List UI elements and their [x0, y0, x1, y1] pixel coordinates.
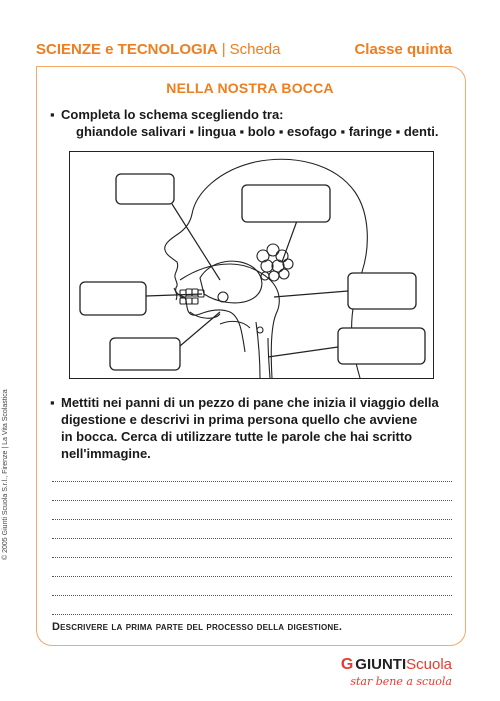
publisher-logo — [341, 656, 452, 688]
bullet-icon: ▪ — [50, 107, 55, 122]
writing-line[interactable] — [52, 501, 452, 520]
mouth-diagram — [69, 151, 434, 379]
exercise1-line1: Completa lo schema scegliendo tra: — [61, 107, 284, 122]
header-subject — [36, 41, 280, 58]
leader-line-1 — [172, 204, 220, 280]
logo-brand-suffix: Scuola — [406, 656, 452, 673]
objective-caption: Descrivere la prima parte del processo della digestione. — [52, 621, 343, 633]
exercise2-line-2: digestione e descrivi in prima persona quello che avviene — [61, 412, 418, 427]
header-separator: | — [221, 41, 226, 58]
exercise2-line-4: nell'immagine. — [61, 446, 151, 461]
logo-wordmark — [341, 656, 452, 674]
page-title: NELLA NOSTRA BOCCA — [166, 80, 334, 96]
bolus — [218, 292, 228, 302]
label-box-4[interactable] — [348, 273, 416, 309]
leader-line-4 — [274, 291, 348, 297]
writing-area[interactable] — [52, 463, 452, 615]
exercise1-instruction — [50, 107, 284, 122]
writing-line[interactable] — [52, 558, 452, 577]
exercise2-instruction — [50, 394, 460, 462]
label-box-3[interactable] — [80, 282, 146, 315]
neck-line — [220, 321, 250, 328]
leader-line-6 — [268, 347, 338, 357]
bullet-icon: ▪ — [50, 395, 55, 410]
esophagus-tube — [268, 338, 270, 378]
tongue — [200, 261, 262, 303]
writing-line[interactable] — [52, 520, 452, 539]
writing-line[interactable] — [52, 596, 452, 615]
teeth — [180, 289, 204, 304]
lips — [174, 288, 177, 300]
label-box-6[interactable] — [338, 328, 425, 364]
grade-label: Classe quinta — [354, 41, 452, 58]
subject-label: SCIENZE e TECNOLOGIA — [36, 41, 218, 58]
label-box-2[interactable] — [242, 185, 330, 222]
exercise1-word-list: ghiandole salivari ▪ lingua ▪ bolo ▪ esofago ▪ faringe ▪ denti. — [76, 124, 439, 139]
sheet-label: Scheda — [229, 41, 281, 58]
writing-line[interactable] — [52, 463, 452, 482]
writing-line[interactable] — [52, 482, 452, 501]
giunti-g-icon: G — [340, 656, 354, 673]
label-box-1[interactable] — [116, 174, 174, 204]
head-profile-illustration — [70, 152, 433, 378]
logo-tagline: star bene a scuola — [350, 675, 452, 688]
larynx-dot — [257, 327, 263, 333]
copyright-text: © 2005 Giunti Scuola S.r.l., Firenze | La Vita Scolastica — [2, 389, 9, 560]
writing-line[interactable] — [52, 539, 452, 558]
exercise2-line-1-text: Mettiti nei panni di un pezzo di pane che inizia il viaggio della — [61, 395, 439, 410]
label-box-5[interactable] — [110, 338, 180, 370]
exercise2-line-3: in bocca. Cerca di utilizzare tutte le parole che hai scritto — [61, 429, 413, 444]
salivary-glands — [257, 244, 293, 281]
writing-line[interactable] — [52, 577, 452, 596]
logo-brand: GIUNTI — [355, 656, 407, 673]
leader-line-2 — [282, 218, 298, 262]
exercise2-line-1 — [50, 394, 460, 411]
